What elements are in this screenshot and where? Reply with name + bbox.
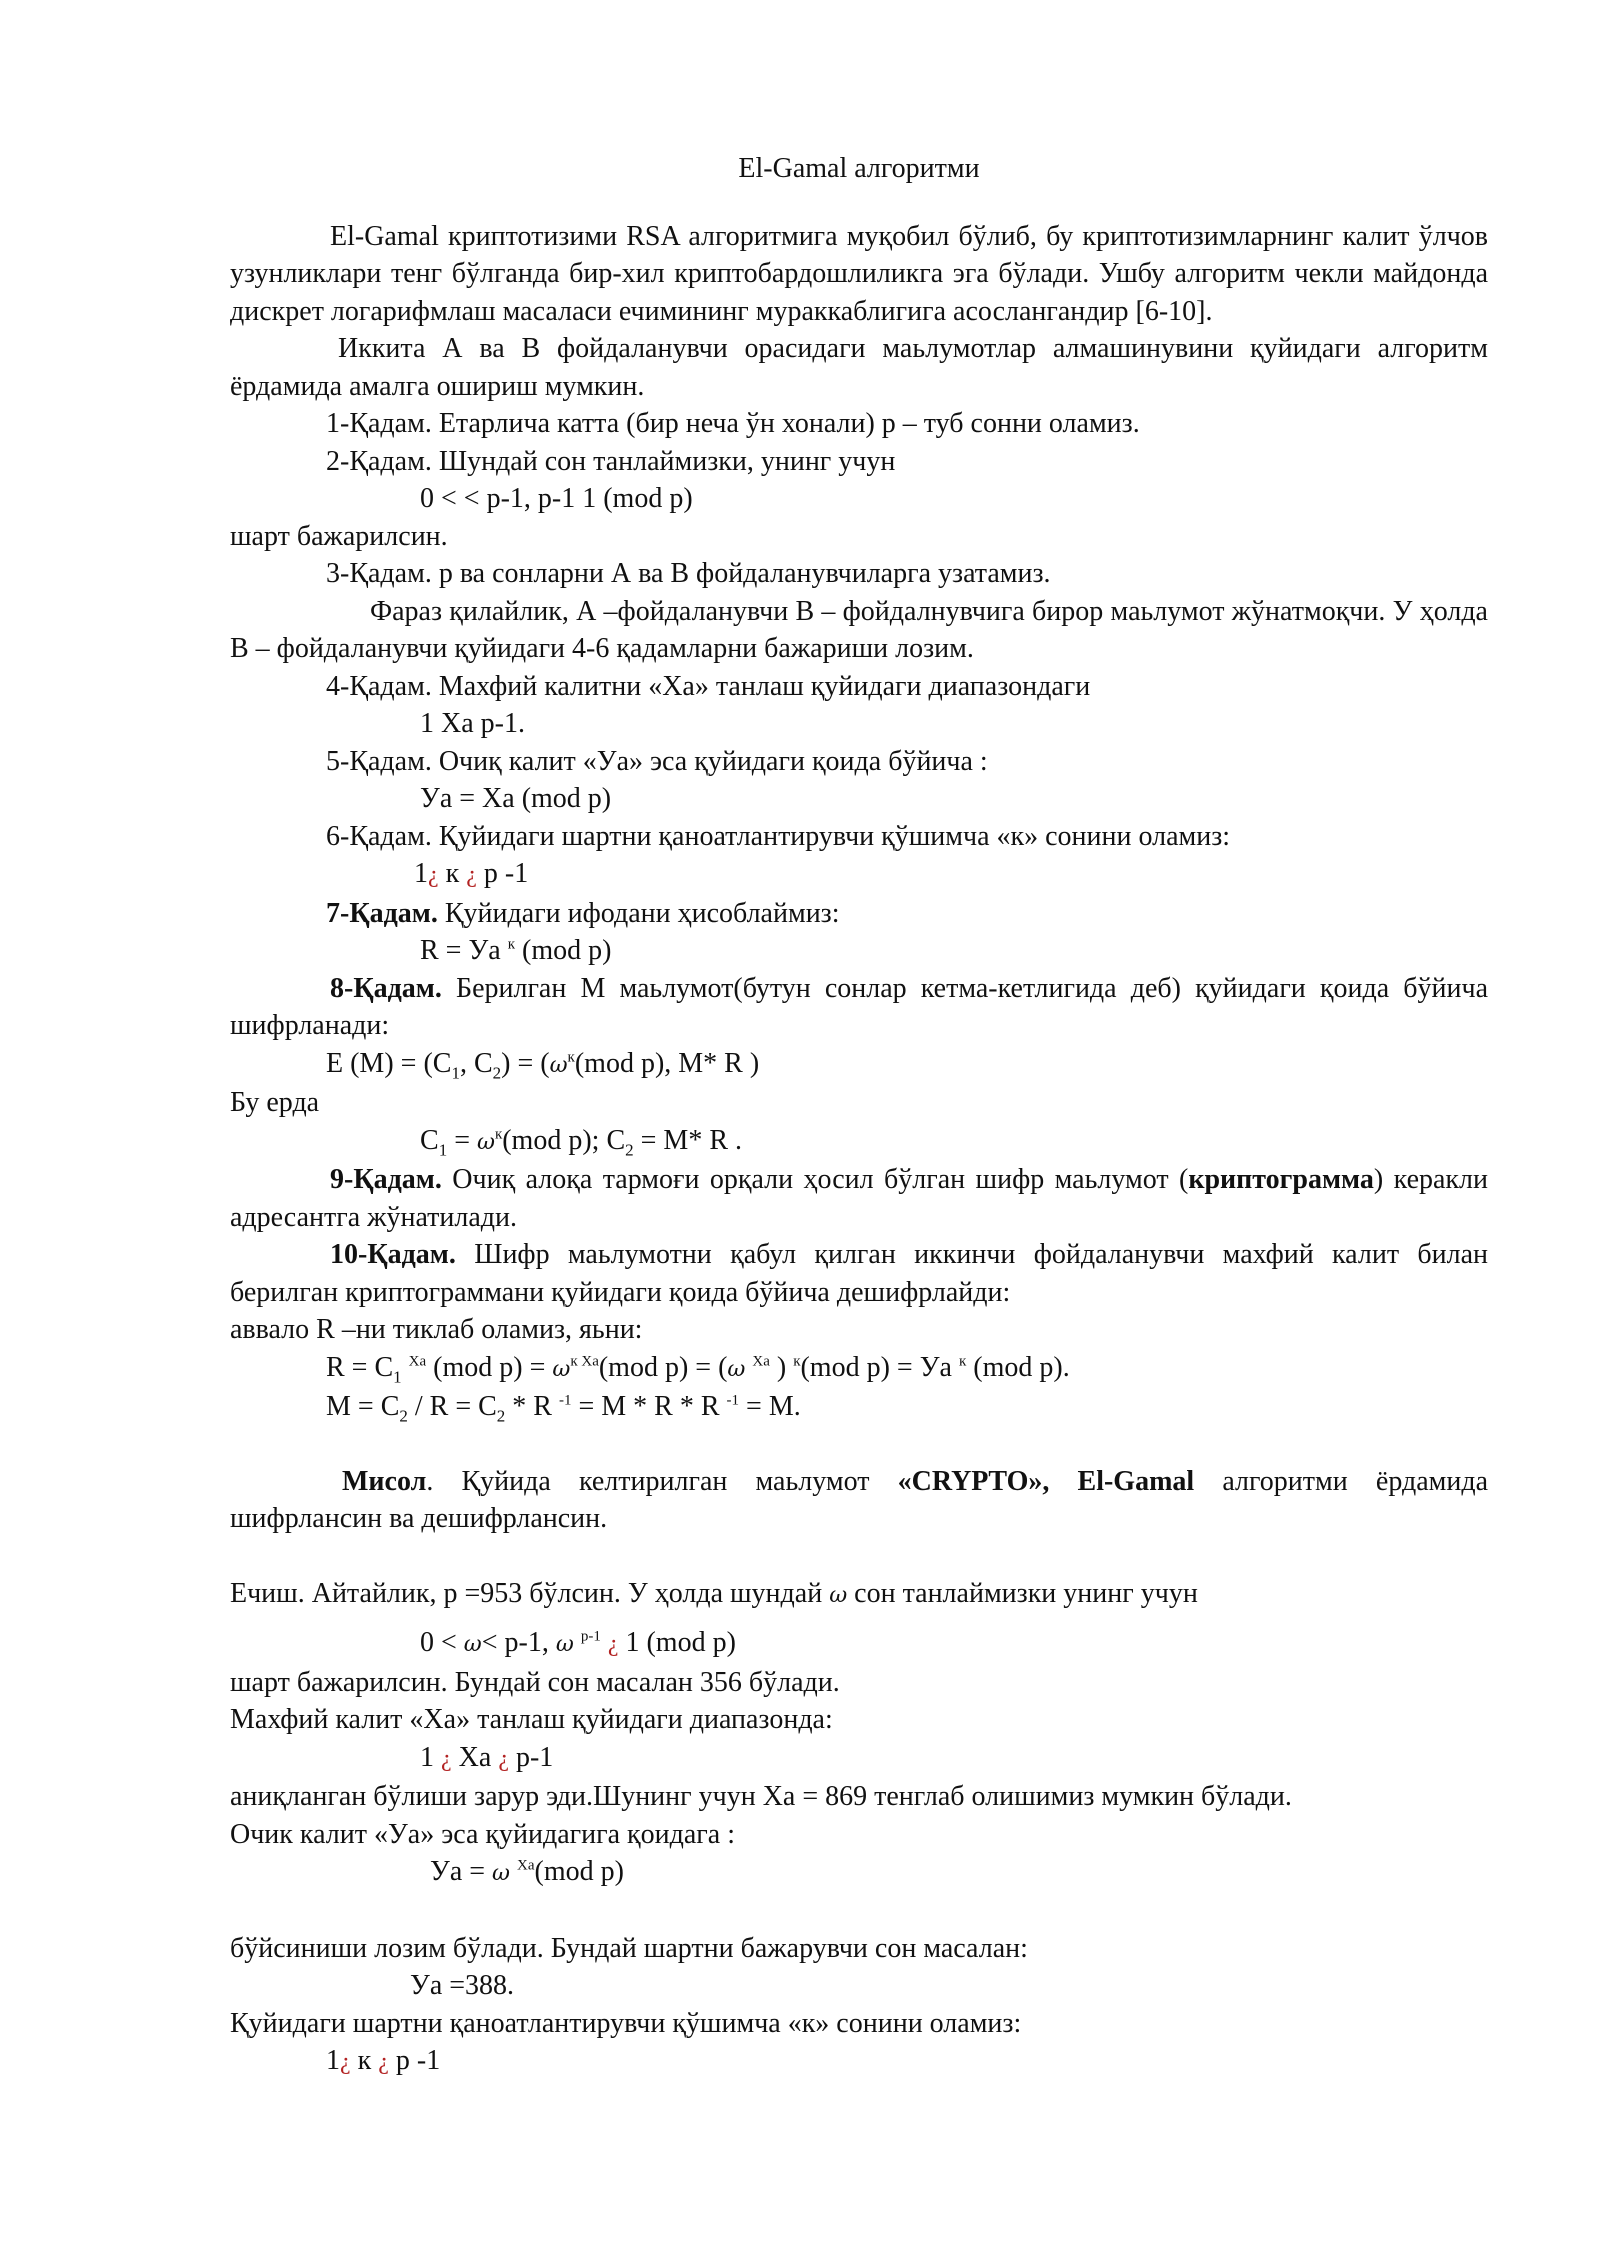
step-2-condition: 0 < < p-1, p-1 1 (mod p) (420, 483, 693, 514)
step-6: 6-Қадам. Қуйидаги шартни қаноатлантирувчи қўшимча «к» сонини оламиз: (326, 820, 1231, 852)
step-10-label: 10-Қадам. (330, 1239, 456, 1270)
superscript-xa: Ха (408, 1353, 427, 1370)
formula-part: Ха (451, 1741, 499, 1773)
m-recovery-formula (230, 1388, 1488, 1426)
encryption-formula (230, 1045, 1488, 1085)
omega-symbol: ω (476, 1129, 495, 1155)
step-6-range (230, 855, 1488, 895)
spacer (230, 1538, 1488, 1575)
step-4: 4-Қадам. Махфий калитни «Ха» танлаш қуйидаги диапазондаги (326, 670, 1091, 702)
solution-text-2: Махфий калит «Ха» танлаш қуйидаги диапазонда: (230, 1704, 833, 1735)
step-8 (230, 970, 1488, 1045)
solution-text-5: бўйсиниши лозим бўлади. Бундай шартни бажарувчи сон масалан: (230, 1932, 1028, 1964)
formula-part: (mod p) (515, 935, 612, 966)
formula-part: (mod p); C (502, 1124, 626, 1156)
omega-symbol: ω (463, 1632, 482, 1657)
example-label: Мисол (342, 1465, 427, 1497)
range-upper: p -1 (483, 858, 529, 889)
example-paragraph (230, 1463, 1488, 1538)
superscript-k: к (793, 1353, 801, 1370)
inverted-question-mark-icon: ¿ (428, 862, 439, 888)
exchange-paragraph: Иккита А ва В фойдаланувчи орасидаги маьлумотлар алмашинувини қуйидаги алгоритм ёрдамида амалга ошириш мумкин. (230, 333, 1488, 402)
subscript: 1 (451, 1063, 460, 1083)
solution-condition (230, 1624, 1488, 1664)
formula-part: (mod p) = (426, 1351, 553, 1383)
inverted-question-mark-icon: ¿ (607, 1631, 619, 1657)
example-text-end: алгоритми ёрдамида шифрлансин ва дешифрлансин. (230, 1465, 1489, 1534)
superscript-xa: Ха (752, 1353, 770, 1370)
recover-r-text: аввало R –ни тиклаб оламиз, яьни: (230, 1314, 643, 1345)
formula-part: = M * R * R (571, 1391, 727, 1422)
superscript-minus-one: -1 (726, 1392, 740, 1409)
solution-text: сон танлаймизки унинг учун (847, 1577, 1198, 1609)
formula-part: M = C (326, 1391, 400, 1422)
solution-text-3: аниқланган бўлиши зарур эди.Шунинг учун Ха = 869 тенглаб олишимиз мумкин бўлади. (230, 1781, 1292, 1812)
formula-part: C (420, 1124, 439, 1156)
inverted-question-mark-icon: ¿ (340, 2049, 351, 2075)
step-9 (230, 1161, 1488, 1236)
step-9-text: Очиқ алоқа тармоғи орқали ҳосил бўлган шифр маьлумот ( (441, 1164, 1189, 1195)
range-upper: p -1 (395, 2045, 441, 2076)
inverted-question-mark-icon: ¿ (441, 1745, 452, 1772)
formula-part: R = Уа (420, 935, 508, 966)
subscript: 1 (393, 1367, 402, 1387)
omega-symbol: ω (727, 1356, 746, 1382)
formula-part: 1 (mod p) (618, 1627, 736, 1658)
formula-part: = M* R . (633, 1124, 742, 1156)
subscript: 2 (399, 1406, 408, 1426)
subscript: 2 (625, 1140, 634, 1160)
cipher-components (230, 1122, 1488, 1162)
cryptogram-term: криптограмма (1188, 1164, 1374, 1195)
assumption-paragraph: Фараз қилайлик, А –фойдаланувчи В – фойдалнувчига бирор маьлумот жўнатмоқчи. У ҳолда В – фойдаланувчи қуйидаги 4-6 қадамларни бажариши лозим. (230, 595, 1488, 664)
inverted-question-mark-icon: ¿ (466, 862, 477, 888)
formula-part: (mod p). (966, 1351, 1070, 1383)
range-lower: 1 (414, 858, 428, 889)
spacer (230, 1893, 1488, 1930)
step-8-label: 8-Қадам. (330, 972, 442, 1004)
solution-intro (230, 1575, 1488, 1615)
superscript-k: к (494, 1126, 503, 1143)
omega-symbol: ω (492, 1861, 510, 1886)
step-8-text: Берилган М маьлумот(бутун сонлар кетма-кетлигида деб) қуйидаги қоида бўйича шифрланади: (230, 972, 1488, 1041)
omega-symbol: ω (549, 1052, 568, 1078)
step-10-text: Шифр маьлумотни қабул қилган иккинчи фойдаланувчи махфий калит билан берилган криптограммани қуйидаги қоида бўйича дешифрлайди: (230, 1239, 1488, 1308)
spacer (230, 1426, 1488, 1463)
solution-public-key-formula (230, 1853, 1488, 1893)
superscript-xa: Ха (517, 1857, 535, 1874)
formula-part: = M. (739, 1391, 801, 1422)
solution-text: Ечиш. Айтайлик, p =953 бўлсин. У ҳолда шундай (230, 1577, 830, 1609)
inverted-question-mark-icon: ¿ (498, 1745, 509, 1772)
step-5-formula: Уа = Ха (mod p) (420, 783, 612, 814)
step-3: 3-Қадам. p ва сонларни А ва В фойдаланувчиларга узатамиз. (326, 558, 1051, 589)
solution-text-1: шарт бажарилсин. Бундай сон масалан 356 бўлади. (230, 1666, 840, 1698)
document-page (230, 150, 1488, 2082)
formula-part: (mod p), M* R ) (574, 1047, 760, 1079)
solution-range (230, 1739, 1488, 1779)
superscript-minus-one: -1 (558, 1392, 572, 1409)
example-gap (1049, 1466, 1077, 1497)
formula-part: < p-1, (481, 1627, 556, 1658)
formula-part: * R (505, 1391, 559, 1422)
step-5: 5-Қадам. Очиқ калит «Уа» эса қуйидаги қоида бўйича : (326, 745, 988, 777)
formula-part: 0 < (420, 1627, 464, 1658)
solution-k-range (230, 2042, 1488, 2082)
formula-part: ) = ( (501, 1047, 550, 1079)
subscript: 2 (496, 1406, 506, 1426)
range-lower: 1 (326, 2045, 340, 2076)
superscript-k: к (958, 1353, 967, 1370)
formula-part: E (M) = (C (326, 1047, 452, 1079)
step-7-text: Қуйидаги ифодани ҳисоблаймиз: (437, 897, 840, 929)
formula-part: R = C (326, 1351, 394, 1383)
superscript-k: к (507, 936, 516, 953)
example-message: «CRYPTO», (897, 1465, 1050, 1497)
example-text: . Қуйида келтирилган маьлумот (426, 1465, 898, 1497)
solution-ya-value: Уа =388. (410, 1970, 515, 2001)
step-4-range: 1 Ха p-1. (420, 708, 525, 739)
subscript: 1 (438, 1140, 448, 1160)
step-7 (230, 895, 1488, 933)
formula-part: ) (769, 1351, 794, 1383)
range-k: к (445, 858, 460, 889)
step-1: 1-Қадам. Етарлича катта (бир неча ўн хонали) p – туб сонни оламиз. (326, 408, 1140, 439)
inverted-question-mark-icon: ¿ (378, 2049, 389, 2075)
r-recovery-formula (230, 1349, 1488, 1389)
omega-symbol: ω (552, 1356, 571, 1382)
subscript: 2 (492, 1063, 502, 1083)
step-7-label: 7-Қадам. (326, 897, 438, 929)
solution-text-6: Қуйидаги шартни қаноатлантирувчи қўшимча «к» сонини оламиз: (230, 2007, 1022, 2039)
omega-symbol: ω (829, 1582, 848, 1608)
intro-paragraph: El-Gamal криптотизими RSA алгоритмига муқобил бўлиб, бу криптотизимларнинг калит ўлчов узунликлари тенг бўлганда бир-хил криптобардошлиликга эга бўлади. Ушбу алгоритм чекли майдонда дискрет логарифмлаш масаласи ечимининг мураккаблигига асослангандир [6-10]. (230, 220, 1488, 327)
formula-part: / R = C (407, 1391, 497, 1422)
here-label: Бу ерда (230, 1087, 320, 1118)
superscript-k: к (567, 1049, 575, 1066)
step-10 (230, 1236, 1488, 1311)
step-7-formula (230, 932, 1488, 970)
formula-part: (mod p) = ( (598, 1351, 728, 1383)
formula-part: (mod p) = Уа (800, 1351, 959, 1383)
omega-symbol: ω (555, 1632, 574, 1657)
superscript-kxa: к Ха (570, 1353, 599, 1370)
example-algorithm: El-Gamal (1077, 1465, 1195, 1497)
range-k: к (357, 2045, 372, 2076)
formula-part: , C (459, 1047, 493, 1079)
formula-part: = (447, 1124, 477, 1156)
step-9-text-end: ) керакли адресантга жўнатилади. (230, 1164, 1488, 1233)
step-2-condition-end: шарт бажарилсин. (230, 520, 448, 552)
formula-part: 1 (420, 1741, 441, 1773)
superscript-p-minus-one: p-1 (580, 1628, 601, 1645)
formula-part: (mod p) (534, 1856, 624, 1887)
step-2: 2-Қадам. Шундай сон танлаймизки, унинг учун (326, 445, 896, 477)
formula-part: p-1 (508, 1741, 554, 1773)
document-title: El-Gamal алгоритми (738, 153, 980, 184)
step-9-label: 9-Қадам. (330, 1164, 442, 1195)
solution-text-4: Очик калит «Уа» эса қуйидагига қоидага : (230, 1818, 735, 1850)
formula-part: Уа = (430, 1856, 493, 1887)
